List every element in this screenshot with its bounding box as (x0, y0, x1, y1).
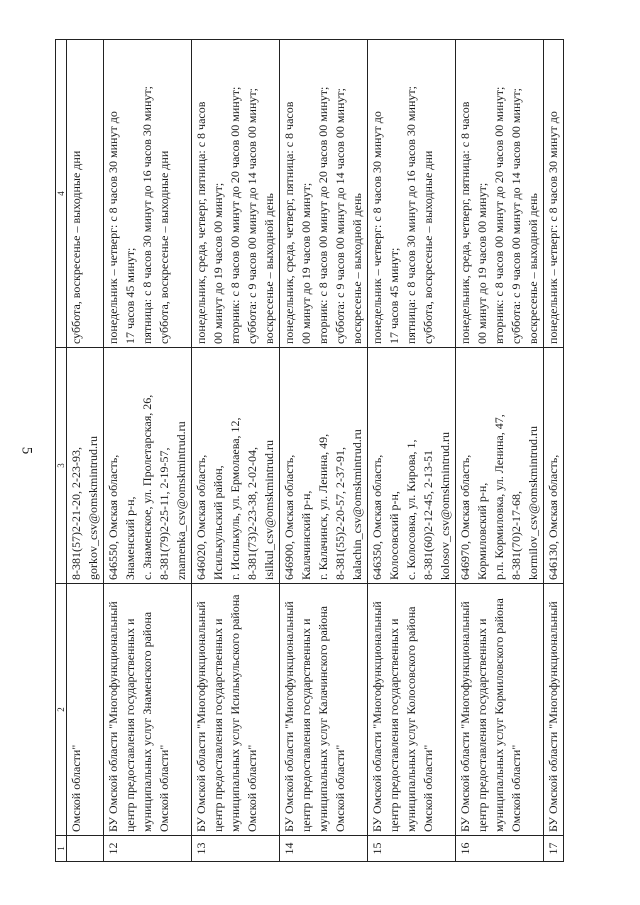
name-line: Омской области" (69, 744, 83, 832)
cell-address (280, 348, 368, 584)
name-line: муниципальных услуг Знаменского района (140, 611, 154, 832)
row-number: 12 (104, 836, 192, 862)
hours-line: вторник: с 8 часов 00 минут до 20 часов 00 минут; (492, 86, 506, 344)
hours-line: понедельник – четверг: с 8 часов 30 минут до (370, 111, 384, 344)
address-line: gorkov_csv@omskmintrud.ru (86, 435, 100, 580)
cell-hours (104, 40, 192, 348)
address-line: р.п. Кормиловка, ул. Ленина, 47, (492, 414, 506, 580)
name-line: Омской области" (509, 744, 523, 832)
hours-line: понедельник, среда, четверг, пятница: с 8 часов (458, 101, 472, 344)
rotated-page-area (55, 40, 558, 862)
address-line: 8-381(73)2-23-38, 2-02-04, (245, 447, 259, 580)
name-line: БУ Омской области "Многофункциональный (458, 601, 472, 832)
hours-line: суббота: с 9 часов 00 минут до 14 часов 00 минут; (245, 88, 259, 344)
table-row (104, 40, 192, 862)
header-col-3: 3 (56, 348, 67, 584)
address-line: 8-381(70)2-17-68, (509, 491, 523, 580)
address-line: с. Колосовка, ул. Кирова, 1, (404, 439, 418, 580)
hours-line: вторник: с 8 часов 00 минут до 20 часов 00 минут; (228, 86, 242, 344)
name-line: БУ Омской области "Многофункциональный (106, 601, 120, 832)
cell-address (104, 348, 192, 584)
header-col-1: 1 (56, 836, 67, 862)
hours-line: воскресенье – выходной день (526, 193, 540, 344)
hours-line: 17 часов 45 минут; (123, 247, 137, 344)
cell-address (192, 348, 280, 584)
rotated-content (55, 40, 558, 862)
address-line: 8-381(60)2-12-45, 2-13-51 (421, 450, 435, 580)
address-line: г. Калачинск, ул. Ленина, 49, (316, 433, 330, 580)
hours-line: 00 минут до 19 часов 00 минут; (211, 182, 225, 344)
hours-line: понедельник, среда, четверг, пятница: с 8 часов (282, 101, 296, 344)
hours-line: понедельник, среда, четверг, пятница: с 8 часов (194, 101, 208, 344)
cell-name (192, 584, 280, 836)
address-line: 646550, Омская область, (106, 454, 120, 580)
address-line: 646970, Омская область, (458, 454, 472, 580)
address-line: с. Знаменское, ул. Пролетарская, 26, (140, 394, 154, 580)
name-line: центр предоставления государственных и (211, 618, 225, 832)
cell-name (544, 584, 564, 836)
hours-line: суббота: с 9 часов 00 минут до 14 часов 00 минут; (333, 88, 347, 344)
hours-line: 17 часов 45 минут; (387, 247, 401, 344)
address-line: 646020, Омская область, (194, 454, 208, 580)
address-line: 646900, Омская область, (282, 454, 296, 580)
cell-name (280, 584, 368, 836)
row-number (67, 836, 104, 862)
name-line: муниципальных услуг Кормиловского района (492, 598, 506, 832)
name-line: БУ Омской области "Многофункциональный (546, 601, 560, 832)
address-line: kalachin_csv@omskmintrud.ru (350, 429, 364, 580)
address-line: Кормиловский р-н, (475, 482, 489, 580)
address-line: 8-381(55)2-20-57, 2-37-91, (333, 447, 347, 580)
name-line: Омской области" (157, 744, 171, 832)
name-line: Омской области" (333, 744, 347, 832)
hours-line: понедельник – четверг: с 8 часов 30 минут до (106, 111, 120, 344)
table-row (192, 40, 280, 862)
row-number: 14 (280, 836, 368, 862)
cell-hours (192, 40, 280, 348)
address-line: 8-381(79)2-25-11, 2-19-57, (157, 447, 171, 580)
address-line: Исилькульский район, (211, 465, 225, 580)
table-row (544, 40, 564, 862)
address-line: 646130, Омская область, (546, 454, 560, 580)
name-line: БУ Омской области "Многофункциональный (282, 601, 296, 832)
cell-hours (280, 40, 368, 348)
row-number: 13 (192, 836, 280, 862)
name-line: центр предоставления государственных и (123, 618, 137, 832)
name-line: центр предоставления государственных и (475, 618, 489, 832)
name-line: муниципальных услуг Калачинского района (316, 606, 330, 832)
address-line: isilkul_csv@omskmintrud.ru (262, 439, 276, 580)
hours-line: понедельник – четверг: с 8 часов 30 минут до (546, 111, 560, 344)
row-number: 16 (456, 836, 544, 862)
row-number: 17 (544, 836, 564, 862)
name-line: Омской области" (421, 744, 435, 832)
table-row (280, 40, 368, 862)
hours-line: 00 минут до 19 часов 00 минут; (299, 182, 313, 344)
hours-line: суббота, воскресенье – выходные дни (157, 150, 171, 344)
address-line: kormilov_csv@omskmintrud.ru (526, 425, 540, 580)
address-line: Калачинский р-н, (299, 490, 313, 580)
address-line: 8-381(57)2-21-20, 2-23-93, (69, 447, 83, 580)
table-header-row (56, 40, 67, 862)
cell-address (544, 348, 564, 584)
name-line: муниципальных услуг Исилькульского района (228, 594, 242, 832)
page-number: 5 (18, 446, 35, 455)
name-line: БУ Омской области "Многофункциональный (194, 601, 208, 832)
address-line: znamenka_csv@omskmintrud.ru (174, 421, 188, 580)
address-line: Знаменский р-н, (123, 496, 137, 580)
header-col-4: 4 (56, 40, 67, 348)
cell-hours (67, 40, 104, 348)
row-number: 15 (368, 836, 456, 862)
hours-line: пятница: с 8 часов 30 минут до 16 часов 30 минут; (140, 86, 154, 344)
hours-line: 00 минут до 19 часов 00 минут; (475, 182, 489, 344)
cell-address (368, 348, 456, 584)
address-line: г. Исилькуль, ул. Ермолаева, 12, (228, 417, 242, 580)
name-line: Омской области" (245, 744, 259, 832)
address-line: 646350, Омская область, (370, 454, 384, 580)
hours-line: суббота, воскресенье – выходные дни (421, 150, 435, 344)
cell-hours (368, 40, 456, 348)
cell-name (368, 584, 456, 836)
cell-name (104, 584, 192, 836)
address-line: kolosov_csv@omskmintrud.ru (438, 431, 452, 580)
cell-address (456, 348, 544, 584)
hours-line: пятница: с 8 часов 30 минут до 16 часов 30 минут; (404, 86, 418, 344)
name-line: муниципальных услуг Колосовского района (404, 606, 418, 832)
hours-line: воскресенье – выходной день (350, 193, 364, 344)
cell-name (67, 584, 104, 836)
header-col-2: 2 (56, 584, 67, 836)
cell-hours (456, 40, 544, 348)
address-line: Колосовский р-н, (387, 491, 401, 580)
hours-line: суббота: с 9 часов 00 минут до 14 часов 00 минут; (509, 88, 523, 344)
cell-name (456, 584, 544, 836)
cell-address (67, 348, 104, 584)
name-line: центр предоставления государственных и (299, 618, 313, 832)
cell-hours (544, 40, 564, 348)
hours-line: вторник: с 8 часов 00 минут до 20 часов 00 минут; (316, 86, 330, 344)
name-line: центр предоставления государственных и (387, 618, 401, 832)
hours-line: воскресенье – выходной день (262, 193, 276, 344)
mfc-offices-table (55, 39, 564, 862)
table-row (456, 40, 544, 862)
table-row (67, 40, 104, 862)
hours-line: суббота, воскресенье – выходные дни (69, 150, 83, 344)
table-row (368, 40, 456, 862)
name-line: БУ Омской области "Многофункциональный (370, 601, 384, 832)
